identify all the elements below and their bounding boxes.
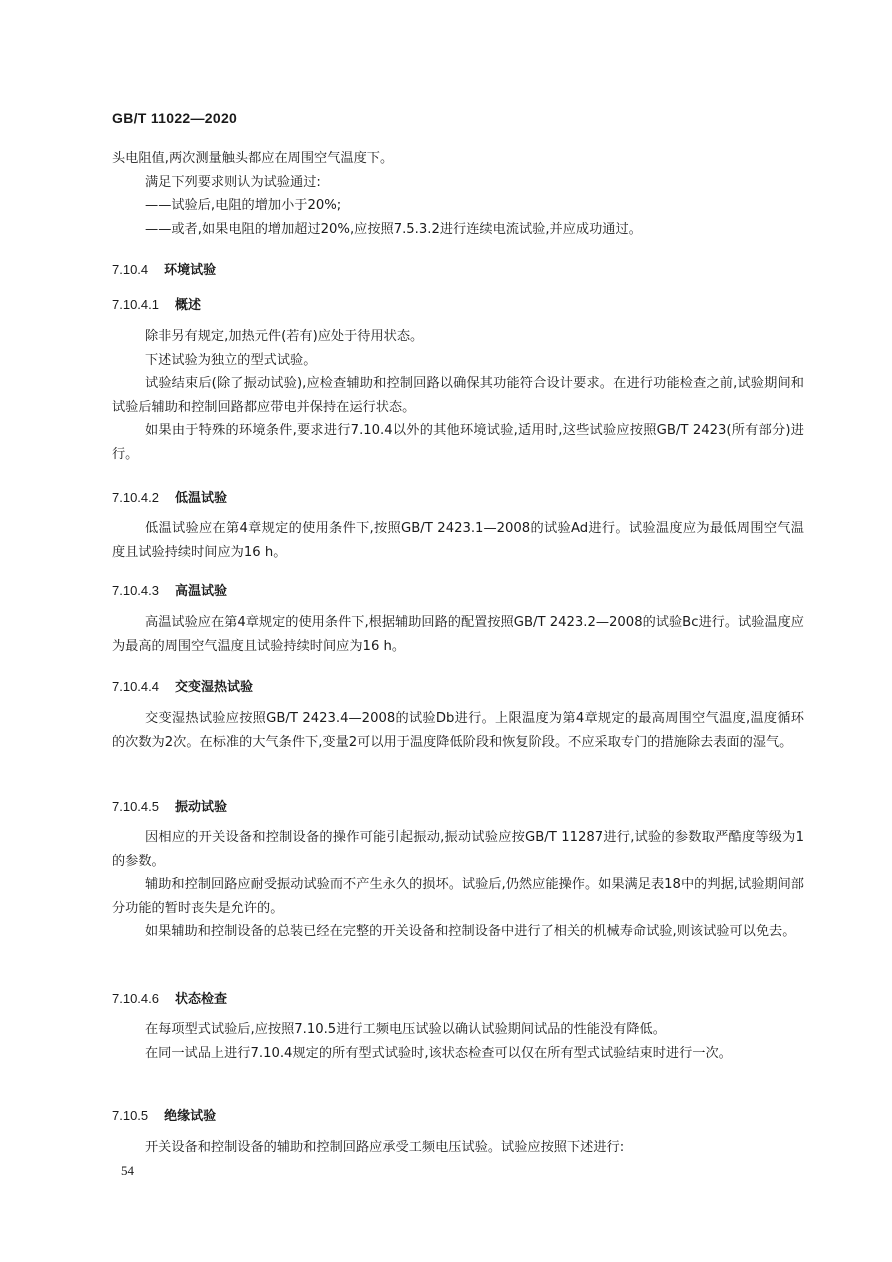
paragraph: 因相应的开关设备和控制设备的操作可能引起振动,振动试验应按GB/T 11287进行,试验的参数取严酷度等级为1的参数。 xyxy=(112,830,804,869)
paragraph: 下述试验为独立的型式试验。 xyxy=(145,352,317,368)
paragraph: 高温试验应在第4章规定的使用条件下,根据辅助回路的配置按照GB/T 2423.2—2008的试验Bc进行。试验温度应为最高的周围空气温度且试验持续时间应为16 h。 xyxy=(112,615,804,654)
paragraph: 开关设备和控制设备的辅助和控制回路应承受工频电压试验。试验应按照下述进行: xyxy=(145,1140,625,1155)
section-title: 概述 xyxy=(175,298,202,313)
paragraph: 在同一试品上进行7.10.4规定的所有型式试验时,该状态检查可以仅在所有型式试验结束时进行一次。 xyxy=(145,1045,732,1061)
section-intro-text xyxy=(112,147,804,241)
paragraph: 除非另有规定,加热元件(若有)应处于待用状态。 xyxy=(145,329,424,344)
paragraph: 头电阻值,两次测量触头都应在周围空气温度下。 xyxy=(112,151,394,166)
standard-code-header: GB/T 11022—2020 xyxy=(112,110,238,126)
section-heading-7-10-4-2 xyxy=(112,487,227,506)
section-number: 7.10.4.1 xyxy=(112,297,159,312)
section-7-10-4-2-text xyxy=(112,517,804,564)
section-heading-7-10-4-4 xyxy=(112,676,253,695)
section-7-10-4-1-text xyxy=(112,325,804,466)
section-title: 环境试验 xyxy=(164,263,217,278)
section-title: 高温试验 xyxy=(175,584,228,599)
section-heading-7-10-4-5 xyxy=(112,796,227,815)
paragraph: 试验结束后(除了振动试验),应检查辅助和控制回路以确保其功能符合设计要求。在进行功能检查之前,试验期间和试验后辅助和控制回路都应带电并保持在运行状态。 xyxy=(112,376,804,415)
paragraph: 满足下列要求则认为试验通过: xyxy=(145,174,321,190)
page-number: 54 xyxy=(121,1163,134,1178)
section-heading-7-10-4-1 xyxy=(112,294,201,313)
section-number: 7.10.4 xyxy=(112,262,149,277)
section-title: 交变湿热试验 xyxy=(175,680,254,695)
section-title: 低温试验 xyxy=(175,491,228,506)
section-heading-7-10-4-6 xyxy=(112,988,227,1007)
section-7-10-4-3-text xyxy=(112,611,804,658)
section-7-10-4-4-text xyxy=(112,707,804,754)
paragraph: 低温试验应在第4章规定的使用条件下,按照GB/T 2423.1—2008的试验Ad进行。试验温度应为最低周围空气温度且试验持续时间应为16 h。 xyxy=(112,521,804,560)
paragraph: 辅助和控制回路应耐受振动试验而不产生永久的损坏。试验后,仍然应能操作。如果满足表18中的判据,试验期间部分功能的暂时丧失是允许的。 xyxy=(112,877,804,916)
section-7-10-4-6-text xyxy=(112,1018,804,1065)
section-heading-7-10-4-3 xyxy=(112,580,227,599)
section-number: 7.10.4.5 xyxy=(112,799,159,814)
list-item: ——或者,如果电阻的增加超过20%,应按照7.5.3.2进行连续电流试验,并应成功通过。 xyxy=(145,221,642,237)
paragraph: 在每项型式试验后,应按照7.10.5进行工频电压试验以确认试验期间试品的性能没有降低。 xyxy=(145,1022,666,1037)
section-heading-7-10-5 xyxy=(112,1105,216,1124)
section-title: 状态检查 xyxy=(175,992,228,1007)
section-number: 7.10.4.2 xyxy=(112,490,159,505)
section-number: 7.10.4.6 xyxy=(112,991,159,1006)
section-number: 7.10.4.4 xyxy=(112,679,159,694)
section-heading-7-10-4 xyxy=(112,259,216,278)
section-number: 7.10.5 xyxy=(112,1108,149,1123)
section-7-10-4-5-text xyxy=(112,826,804,944)
list-item: ——试验后,电阻的增加小于20%; xyxy=(145,198,342,213)
section-7-10-5-text xyxy=(112,1136,804,1160)
section-title: 振动试验 xyxy=(175,800,228,815)
section-number: 7.10.4.3 xyxy=(112,583,159,598)
paragraph: 如果辅助和控制设备的总装已经在完整的开关设备和控制设备中进行了相关的机械寿命试验,则该试验可以免去。 xyxy=(145,924,796,939)
paragraph: 交变湿热试验应按照GB/T 2423.4—2008的试验Db进行。上限温度为第4章规定的最高周围空气温度,温度循环的次数为2次。在标准的大气条件下,变量2可以用于温度降低阶段和恢复阶段。不应采取专门的措施除去表面的湿气。 xyxy=(112,711,804,750)
paragraph: 如果由于特殊的环境条件,要求进行7.10.4以外的其他环境试验,适用时,这些试验应按照GB/T 2423(所有部分)进行。 xyxy=(112,423,804,462)
section-title: 绝缘试验 xyxy=(164,1109,217,1124)
